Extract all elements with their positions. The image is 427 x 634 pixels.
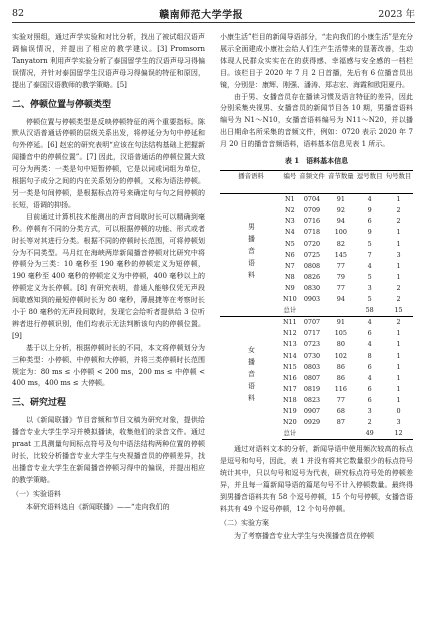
table-header: 逗号数目 — [355, 170, 384, 182]
table-cell: 91 — [336, 195, 345, 204]
table-cell: 8 — [367, 351, 372, 360]
table-cell: 105 — [334, 329, 347, 338]
section-3-heading: 三、研究过程 — [12, 398, 67, 409]
table-cell: 0718 — [303, 228, 321, 237]
table-cell: 6 — [367, 362, 372, 371]
table-cell: 77 — [336, 395, 345, 404]
table-cell: 4 — [367, 373, 372, 382]
table-cell: 82 — [336, 239, 345, 248]
table-cell: 1 — [396, 329, 401, 338]
table-cell: N3 — [284, 217, 295, 226]
table-cell: 0903 — [303, 295, 321, 304]
journal-title: 赣南师范大学学报 — [159, 9, 244, 21]
table-cell: 94 — [336, 295, 345, 304]
page-number: 82 — [12, 7, 25, 19]
table-cell: 1 — [396, 261, 401, 270]
table-header: 音节数量 — [326, 170, 355, 182]
table-cell: 0 — [396, 406, 401, 415]
table-header — [384, 182, 413, 194]
table-cell: 9 — [367, 206, 372, 215]
table-cell: 116 — [334, 384, 347, 393]
group-label-text: 女播音语料 — [247, 346, 256, 407]
table-row — [220, 317, 413, 329]
table-cell: 0823 — [303, 395, 321, 404]
table-cell: 3 — [367, 283, 372, 292]
table-cell: 102 — [334, 351, 347, 360]
table-cell: 0803 — [303, 362, 321, 371]
table-caption: 表 1 语料基本信息 — [284, 156, 349, 166]
table-cell: N7 — [284, 261, 295, 270]
male-corpus-group — [220, 194, 413, 317]
table-cell: 2 — [396, 295, 401, 304]
table-cell: 2 — [367, 418, 372, 427]
table-cell: 0807 — [303, 373, 321, 382]
table-header — [326, 182, 355, 194]
table-header: 句号数目 — [384, 170, 413, 182]
table-cell: 6 — [367, 384, 372, 393]
table-cell: N8 — [284, 272, 295, 281]
table-total-cell — [298, 428, 327, 440]
table-cell: 3 — [396, 250, 401, 259]
table-cell: N10 — [282, 295, 297, 304]
table-cell: 80 — [336, 340, 345, 349]
table-cell: N12 — [282, 329, 297, 338]
table-header — [220, 182, 282, 194]
table-cell: 79 — [336, 272, 345, 281]
table-total-cell: 总计 — [283, 306, 297, 315]
table-total-cell: 12 — [384, 428, 413, 440]
table-cell: 6 — [367, 395, 372, 404]
table-cell: 2 — [384, 317, 413, 329]
table-cell: 4 — [355, 317, 384, 329]
table-cell: 1 — [396, 395, 401, 404]
table-cell: 5 — [367, 295, 372, 304]
table-header: 音频文件 — [298, 170, 327, 182]
table-cell: 9 — [367, 228, 372, 237]
table-cell: 145 — [334, 250, 347, 259]
table-cell: 0716 — [303, 217, 321, 226]
table-cell: 1 — [396, 239, 401, 248]
table-cell: 77 — [336, 283, 345, 292]
table-cell: N6 — [284, 250, 295, 259]
intro-paragraph: 实验对照组，通过声学实验和对比分析，找出了被试组汉语声调偏误情况，并提出了相应的教学建议。[3] Promsorn Tanyatorn 利用声学实验分析了泰国留学生的汉语声母习得偏误情况，并针对泰国留学生汉语声母习得偏误的特征和原因，提出了泰国汉语教师的教学策略。[5] — [12, 33, 205, 89]
table-cell: N18 — [282, 395, 297, 404]
right-column — [220, 32, 413, 542]
table-cell: N20 — [282, 418, 297, 427]
table-total-cell — [326, 305, 355, 317]
table-cell: 4 — [367, 261, 372, 270]
table-cell: 1 — [396, 351, 401, 360]
group-label — [220, 317, 282, 440]
section-2-heading: 二、停顿位置与停顿类型 — [12, 99, 112, 110]
table-cell: 68 — [336, 406, 345, 415]
table-cell: 1 — [396, 195, 401, 204]
table-total-cell — [326, 428, 355, 440]
table-cell: N17 — [282, 384, 297, 393]
body-paragraph: 由于男、女播音员存在播读习惯及语言特征的差异，因此分别采集央视男、女播音员的新闻节目各 10 期，男播音语料编号为 N1～N10，女播音语料编号为 N11～N20，并以播出日期命名所采集的音频文件，例如：0720 表示 2020 年 7 月 20 日的播音音频语料，语料基本信息见表 1 所示。 — [220, 92, 413, 149]
table-cell: 0907 — [303, 406, 321, 415]
table-cell: 3 — [396, 418, 401, 427]
table-cell: 6 — [367, 217, 372, 226]
table-cell: N13 — [282, 340, 297, 349]
table-cell: 1 — [396, 340, 401, 349]
table-cell: N9 — [284, 283, 295, 292]
subsection-2-paragraph: 为了考察播音专业大学生与央视播音员在停顿 — [234, 531, 374, 540]
table-cell: 0725 — [303, 250, 321, 259]
table-cell: N14 — [282, 351, 297, 360]
subsection-1-paragraph: 本研究语料选自《新闻联播》——“走向我们的 — [26, 502, 170, 511]
table-cell: 87 — [336, 418, 345, 427]
table-cell: 2 — [396, 217, 401, 226]
table-cell: 1 — [396, 362, 401, 371]
table-cell: N2 — [284, 206, 295, 215]
table-header: 编号 — [282, 170, 298, 182]
table-cell: 86 — [336, 373, 345, 382]
table-header: 播音语料 — [220, 170, 282, 182]
table-cell: N19 — [282, 406, 297, 415]
section-2-paragraph: 目前通过计算机技术能测出的声音间歇时长可以精确到毫秒。停顿有不同的分类方式，可以根据停顿的功能、形式或者时长等对其进行分类。根据不同的停顿时长范围，可将停顿划分为不同类型。马月红在海峡两岸新闻播音停顿对比研究中将停顿分为三类：10 毫秒至 190 毫秒的停顿定义为短停顿，190 毫秒至 400 毫秒的停顿定义为中停顿，400 毫秒以上的停顿定义为长停顿。[8] 有研究表明，普通人能够仅凭无声段间歇感知到的最短停顿时长为 80 毫秒，薄晨捷等在考察时长小于 80 毫秒的无声段间歇时，发现它会给听者提供给 3 位听辨者进行停顿识别，他们均表示无法判断该句内的停顿位置。[9] — [12, 212, 205, 340]
table-cell: 100 — [334, 228, 347, 237]
table-header — [298, 182, 327, 194]
table-header — [355, 182, 384, 194]
section-2-paragraph: 停顿位置与停顿类型是反映停顿特征的两个重要指标。陈默从汉语普通话停顿的层级关系出发，将停延分为句中停延和句外停延。[6] 赵宏的研究表明“应该在句法结构基础上把握新闻播音中的停顿位置”。[7] 因此，汉语普通话的停顿位置大致可分为两类：一类是句中短暂停顿，它是以词或词组为单位，根据句子成分之间的内在关系划分的停顿，又称为语法停顿。另一类是句间停顿，是根据标点符号来确定句与句之间停顿的长短，语调的抑扬。 — [12, 117, 205, 209]
table-cell: 1 — [396, 228, 401, 237]
table-cell: N11 — [282, 317, 298, 329]
table-total-cell: 总计 — [282, 428, 298, 440]
subsection-2-heading: （二）实验方案 — [220, 518, 269, 527]
table-row — [220, 194, 413, 206]
body-paragraph: 通过对语料文本的分析，新闻导语中使用频次较高的标点是逗号和句号，因此，表 1 并没有将其它数量很少的标点符号统计其中，只以句号和逗号为代表，研究标点符号处的停顿差异，并且每一篇新闻导语的篇尾句号不计入停顿数量。最终得到男播音语料共有 58 个逗号停顿，15 个句号停顿，女播音语料共有 49 个逗号停顿，12 个句号停顿。 — [220, 445, 413, 513]
table-cell: 2 — [396, 283, 401, 292]
table-cell: N16 — [282, 373, 297, 382]
table-total-cell: 15 — [394, 306, 403, 315]
group-label — [220, 194, 282, 317]
table-cell: 0808 — [303, 261, 321, 270]
table-cell: 0929 — [303, 418, 321, 427]
table-header — [282, 182, 298, 194]
table-cell: 86 — [336, 362, 345, 371]
section-2-paragraph: 基于以上分析，根据停顿时长的不同，本文将停顿划分为三种类型：小停顿、中停顿和大停顿，并将三类停顿时长范围规定为：80 ms ≤ 小停顿 < 200 ms，200 ms ≤ 中停顿 < 400 ms，400 ms ≤ 大停顿。 — [12, 343, 205, 388]
subsection-1-heading: （一）实验语料 — [12, 489, 61, 498]
table-cell: 0709 — [303, 206, 321, 215]
table-cell: 0723 — [303, 340, 321, 349]
corpus-info-table — [220, 170, 413, 440]
table-cell: 0730 — [303, 351, 321, 360]
table-cell: 2 — [396, 206, 401, 215]
table-cell: 91 — [326, 317, 355, 329]
publication-year: 2023 年 — [378, 9, 415, 20]
table-cell: 92 — [336, 206, 345, 215]
table-cell: 0704 — [303, 195, 321, 204]
female-corpus-group — [220, 317, 413, 440]
running-header — [12, 4, 415, 23]
table-cell: 5 — [367, 239, 372, 248]
table-cell: 0717 — [303, 329, 321, 338]
table-total-cell: 58 — [365, 306, 374, 315]
body-paragraph: 小康生活”栏目的新闻导语部分，“走向我们的小康生活”是充分展示全面建成小康社会给人们生产生活带来的显著改善，生动体现人民群众实实在在的获得感、幸福感与安全感的一档栏目。该栏目于 2020 年 7 月 2 日首播，先后有 6 位播音员出镜，分别是：康辉、刚强、潘涛、郑志宏、海霞和欧阳夏丹。 — [220, 33, 413, 89]
table-cell: 0826 — [303, 272, 321, 281]
table-cell: 77 — [336, 261, 345, 270]
table-cell: 0819 — [303, 384, 321, 393]
table-cell: 4 — [367, 195, 372, 204]
table-cell: 3 — [367, 406, 372, 415]
section-3-paragraph: 以《新闻联播》节目音频和节目文稿为研究对象，提供给播音专业大学生学习并模拟播读，收集他们的录音文件。通过 praat 工具测量句间标点符号及句中语法结构两种位置的停顿时长，比较分析播音专业大学生与央视播音员的停顿差异，找出播音专业大学生在新闻播音停顿习得中的偏误，并提出相应的教学策略。 — [12, 416, 205, 484]
table-cell: 7 — [367, 250, 372, 259]
table-cell: N4 — [284, 228, 295, 237]
table-cell: 0720 — [303, 239, 321, 248]
table-cell: 5 — [367, 272, 372, 281]
table-cell: 6 — [367, 329, 372, 338]
left-column — [12, 32, 205, 514]
table-cell: 0830 — [303, 283, 321, 292]
table-cell: 1 — [396, 384, 401, 393]
table-cell: 1 — [396, 272, 401, 281]
table-cell: 94 — [336, 217, 345, 226]
table-cell: N1 — [284, 195, 295, 204]
group-label-text: 男播音语料 — [247, 223, 256, 284]
table-total-cell: 49 — [355, 428, 384, 440]
table-cell: 4 — [367, 340, 372, 349]
table-total-cell — [298, 305, 327, 317]
table-cell: N5 — [284, 239, 295, 248]
table-cell: 0707 — [298, 317, 327, 329]
table-cell: N15 — [282, 362, 297, 371]
table-cell: 1 — [396, 373, 401, 382]
